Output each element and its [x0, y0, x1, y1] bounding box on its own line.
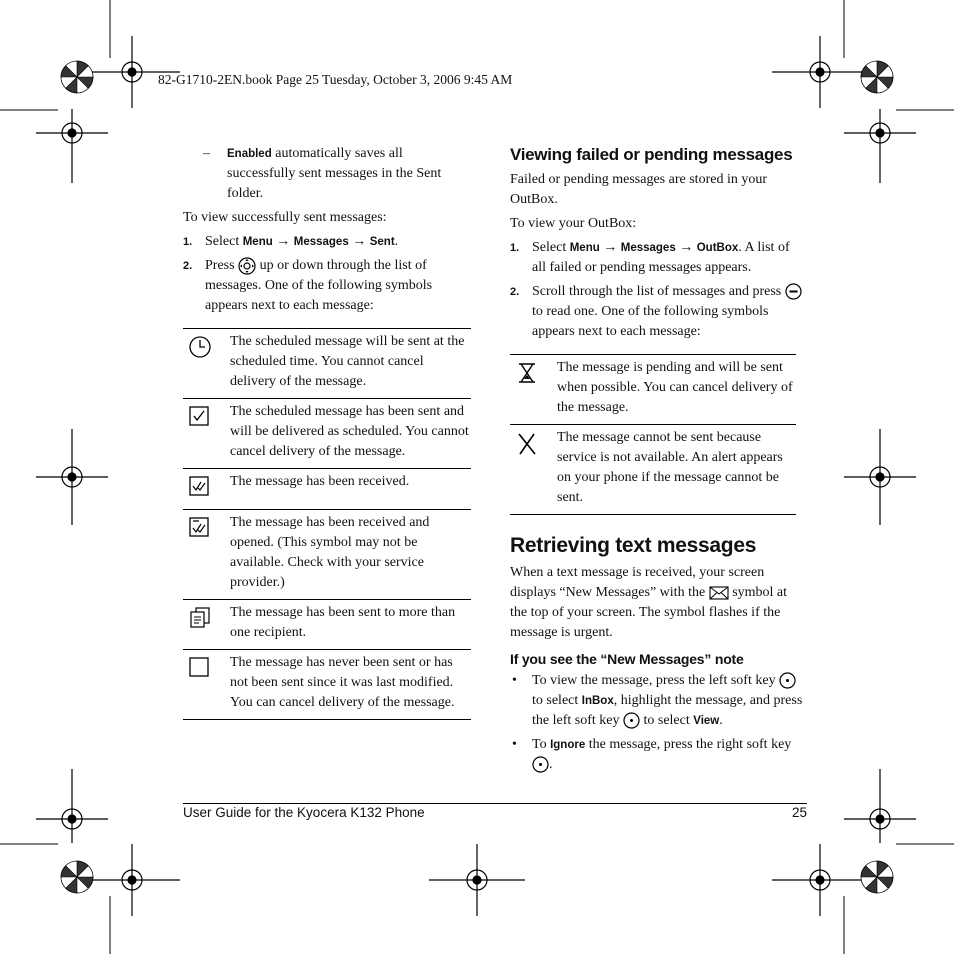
step-number: 1. — [183, 236, 193, 248]
symbol-row — [183, 510, 471, 600]
print-header: 82-G1710-2EN.book Page 25 Tuesday, October 3, 2006 9:45 AM — [158, 72, 513, 87]
enabled-text: automatically saves all successfully sent messages in the Sent folder. — [227, 146, 442, 201]
outbox-step-2 — [510, 282, 806, 342]
footer-title: User Guide for the Kyocera K132 Phone — [183, 805, 425, 820]
symbol-row — [510, 425, 796, 515]
page-number: 25 — [792, 805, 808, 820]
sent-step-2 — [183, 256, 471, 316]
outbox-label: OutBox — [696, 242, 739, 254]
menu-label: Menu — [569, 242, 600, 254]
symbol-row — [183, 600, 471, 650]
step-text: . — [394, 234, 399, 249]
bullet-text: to select — [532, 693, 582, 708]
step-text: Scroll through the list of messages and press — [532, 284, 785, 299]
step-number: 1. — [510, 242, 520, 254]
symbol-row — [183, 650, 471, 720]
menu-label: Menu — [242, 236, 273, 248]
bullet-text: To — [532, 737, 551, 752]
view-label: View — [693, 715, 720, 727]
sent-intro: To view successfully sent messages: — [183, 210, 387, 225]
received-opened-icon — [189, 517, 209, 537]
ignore-label: Ignore — [550, 739, 586, 751]
bullet-text: , highlight the message, and press the left soft key — [532, 693, 803, 728]
hourglass-icon — [516, 362, 538, 384]
footer-rule — [183, 803, 807, 804]
left-soft-key-icon — [779, 672, 796, 689]
messages-label: Messages — [620, 242, 676, 254]
messages-label: Messages — [293, 236, 349, 248]
step-text: to read one. One of the following symbols appears next to each message: — [532, 304, 769, 339]
bullet-text: the message, press the right soft key — [585, 737, 792, 752]
clock-icon — [189, 336, 211, 358]
symbol-description: The message has never been sent or has not been sent since it was last modified. You can cancel delivery of the message. — [230, 655, 455, 710]
retrieving-paragraph — [510, 563, 806, 643]
arrow: → — [272, 234, 294, 249]
empty-box-icon — [189, 657, 209, 677]
sent-step-1 — [183, 232, 471, 252]
envelope-icon — [709, 586, 729, 600]
outbox-intro: To view your OutBox: — [510, 216, 637, 231]
symbol-description: The message has been received and opened. (This symbol may not be available. Check with your service provider.) — [230, 515, 430, 590]
arrow: → — [675, 240, 697, 255]
symbol-row — [183, 399, 471, 469]
subheading-new-messages: If you see the “New Messages” note — [510, 651, 744, 667]
step-text: Select — [532, 240, 570, 255]
ok-key-icon — [785, 283, 802, 300]
step-number: 2. — [183, 260, 193, 272]
step-text: Select — [205, 234, 243, 249]
outbox-symbols-table — [510, 354, 796, 515]
bullet-marker: • — [512, 673, 517, 688]
paragraph-text: When a text message is received, your screen displays “New Messages” with the — [510, 565, 765, 600]
symbol-description: The message has been received. — [230, 474, 410, 489]
left-soft-key-icon — [623, 712, 640, 729]
step-number: 2. — [510, 286, 520, 298]
bullet-text: To view the message, press the left soft key — [532, 673, 780, 688]
sent-label: Sent — [369, 236, 395, 248]
x-icon — [516, 432, 538, 456]
bullet-ignore-message — [510, 735, 806, 775]
outbox-paragraph: Failed or pending messages are stored in your OutBox. — [510, 172, 767, 207]
bullet-marker: • — [512, 737, 517, 752]
bullet-view-message — [510, 671, 806, 731]
dash-marker: – — [203, 146, 210, 161]
bullet-text: . — [549, 757, 553, 772]
multiple-recipients-icon — [189, 607, 211, 629]
step-text: . A list of all failed or pending messages appears. — [532, 240, 790, 275]
symbol-row — [183, 329, 471, 399]
navigation-key-icon — [238, 257, 256, 275]
bullet-text: . — [719, 713, 723, 728]
arrow: → — [599, 240, 621, 255]
sent-symbols-table — [183, 328, 471, 720]
arrow: → — [348, 234, 370, 249]
step-text: Press — [205, 258, 239, 273]
check-box-icon — [189, 406, 209, 426]
section-heading-failed: Viewing failed or pending messages — [510, 145, 793, 164]
symbol-description: The message cannot be sent because service is not available. An alert appears on your phone if the message cannot be sent. — [557, 430, 783, 505]
symbol-description: The scheduled message has been sent and will be delivered as scheduled. You cannot cancel delivery of the message. — [230, 404, 469, 459]
symbol-row — [510, 355, 796, 425]
step-text: up or down through the list of messages. One of the following symbols appears next to each message: — [205, 258, 433, 313]
symbol-row — [183, 469, 471, 510]
right-soft-key-icon — [532, 756, 549, 773]
received-icon — [189, 476, 209, 496]
inbox-label: InBox — [581, 695, 614, 707]
bullet-text: to select — [639, 713, 694, 728]
outbox-step-1 — [510, 238, 806, 278]
enabled-label: Enabled — [227, 148, 272, 160]
symbol-description: The message is pending and will be sent when possible. You can cancel delivery of the message. — [557, 360, 793, 415]
paragraph-text: symbol at the top of your screen. The symbol flashes if the message is urgent. — [510, 585, 788, 640]
symbol-description: The scheduled message will be sent at the scheduled time. You cannot cancel delivery of the message. — [230, 334, 465, 389]
right-column — [510, 144, 806, 779]
left-column — [183, 144, 471, 720]
section-heading-retrieving: Retrieving text messages — [510, 534, 757, 557]
symbol-description: The message has been sent to more than one recipient. — [230, 605, 456, 640]
enabled-option — [183, 144, 471, 204]
